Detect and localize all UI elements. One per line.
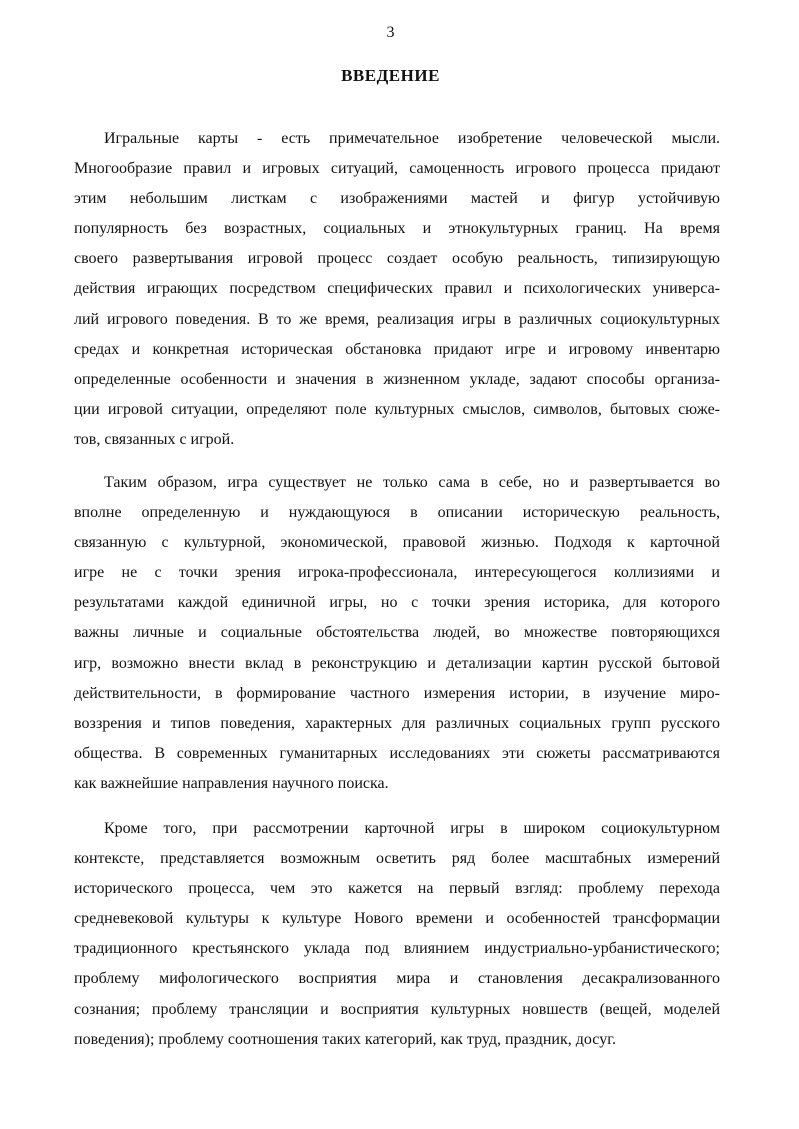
paragraph-line: тов, связанных с игрой. xyxy=(74,430,235,448)
paragraph-line: как важнейшие направления научного поиска. xyxy=(74,774,389,792)
paragraph-line: сознания; проблему трансляции и восприятия культурных новшеств (вещей, моделей xyxy=(74,1000,720,1018)
paragraph-line: общества. В современных гуманитарных исследованиях эти сюжеты рассматриваются xyxy=(74,744,720,762)
paragraph-line: средах и конкретная историческая обстановка придают игре и игровому инвентарю xyxy=(74,340,720,358)
paragraph-line: игр, возможно внести вклад в реконструкцию и детализации картин русской бытовой xyxy=(74,654,720,672)
paragraph-2 xyxy=(74,468,720,799)
paragraph-line: контексте, представляется возможным осветить ряд более масштабных измерений xyxy=(74,850,720,868)
paragraph-line: определенные особенности и значения в жизненном укладе, задают способы организа- xyxy=(74,370,720,388)
paragraph-line: этим небольшим листкам с изображениями мастей и фигур устойчивую xyxy=(74,190,720,208)
paragraph-line: действия играющих посредством специфических правил и психологических универса- xyxy=(74,280,720,298)
paragraph-line: популярность без возрастных, социальных и этнокультурных границ. На время xyxy=(74,220,720,238)
paragraph-line: поведения); проблему соотношения таких категорий, как труд, праздник, досуг. xyxy=(74,1030,616,1048)
paragraph-line: связанную с культурной, экономической, правовой жизнью. Подходя к карточной xyxy=(74,534,720,552)
paragraph-line: исторического процесса, чем это кажется на первый взгляд: проблему перехода xyxy=(74,880,720,898)
paragraph-line: Таким образом, игра существует не только сама в себе, но и развертывается во xyxy=(104,474,720,491)
page-number: 3 xyxy=(386,24,395,41)
paragraph-line: Игральные карты - есть примечательное изобретение человеческой мысли. xyxy=(104,130,720,147)
paragraph-line: важны личные и социальные обстоятельства людей, во множестве повторяющихся xyxy=(74,624,720,642)
paragraph-line: результатами каждой единичной игры, но с точки зрения историка, для которого xyxy=(74,594,720,612)
paragraph-line: действительности, в формирование частного измерения истории, в изучение миро- xyxy=(74,684,720,702)
paragraph-line: проблему мифологического восприятия мира и становления десакрализованного xyxy=(74,970,720,988)
page-title: ВВЕДЕНИЕ xyxy=(341,66,440,85)
paragraph-line: вполне определенную и нуждающуюся в описании историческую реальность, xyxy=(74,504,720,522)
paragraph-line: своего развертывания игровой процесс создает особую реальность, типизирующую xyxy=(74,250,720,268)
paragraph-line: игре не с точки зрения игрока-профессионала, интересующегося коллизиями и xyxy=(74,564,720,582)
paragraph-line: традиционного крестьянского уклада под влиянием индустриально-урбанистического; xyxy=(74,940,720,958)
paragraph-line: Кроме того, при рассмотрении карточной игры в широком социокультурном xyxy=(104,820,720,837)
paragraph-3 xyxy=(74,814,720,1055)
paragraph-line: воззрения и типов поведения, характерных для различных социальных групп русского xyxy=(74,714,720,732)
paragraph-line: средневековой культуры к культуре Нового времени и особенностей трансформации xyxy=(74,910,720,928)
paragraph-line: лий игрового поведения. В то же время, реализация игры в различных социокультурных xyxy=(74,310,720,328)
paragraph-line: Многообразие правил и игровых ситуаций, самоценность игрового процесса придают xyxy=(74,160,720,178)
paragraph-line: ции игровой ситуации, определяют поле культурных смыслов, символов, бытовых сюже- xyxy=(74,400,720,418)
paragraph-1 xyxy=(74,124,720,455)
